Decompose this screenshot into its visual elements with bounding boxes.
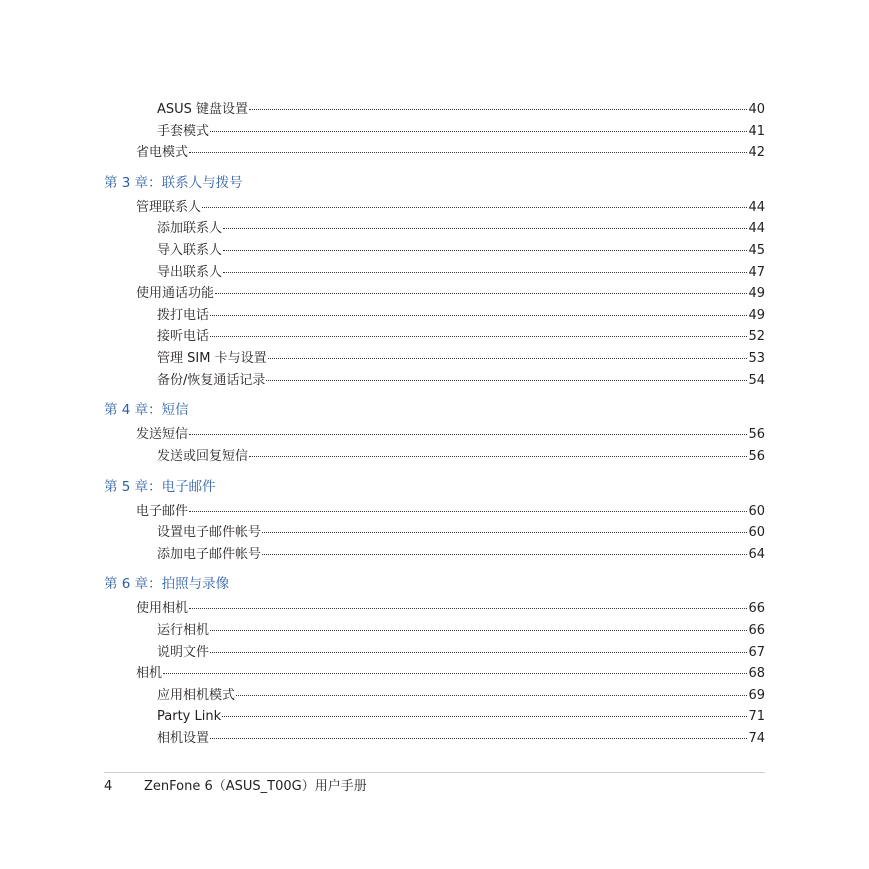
toc-subsection-entry[interactable] <box>104 348 765 370</box>
toc-entry-page: 44 <box>748 199 765 215</box>
dot-leader <box>249 456 747 457</box>
dot-leader <box>236 695 747 696</box>
toc-subsection-entry[interactable] <box>104 728 765 750</box>
dot-leader <box>210 738 747 739</box>
toc-section-entry[interactable] <box>104 501 765 523</box>
toc-entry-title: 说明文件 <box>157 644 210 660</box>
toc-entry-page: 67 <box>748 644 765 660</box>
toc-entry-page: 69 <box>748 687 765 703</box>
dot-leader <box>189 511 747 512</box>
toc-subsection-entry[interactable] <box>104 99 765 121</box>
dot-leader <box>189 434 747 435</box>
toc-entry-page: 47 <box>748 264 765 280</box>
toc-subsection-entry[interactable] <box>104 642 765 664</box>
toc-entry-page: 54 <box>748 372 765 388</box>
toc-subsection-entry[interactable] <box>104 706 765 728</box>
toc-entry-title: 发送短信 <box>136 427 189 443</box>
toc-entry-title: 导出联系人 <box>157 264 223 280</box>
toc-entry-page: 56 <box>748 448 765 464</box>
dot-leader <box>189 608 747 609</box>
toc-entry-page: 49 <box>748 307 765 323</box>
dot-leader <box>249 109 747 110</box>
toc-entry-page: 66 <box>748 623 765 639</box>
toc-entry-title: Party Link <box>157 709 222 725</box>
toc-entry-title: 添加联系人 <box>157 221 223 237</box>
toc-entry-title: 备份/恢复通话记录 <box>157 372 266 388</box>
toc-entry-title: 管理 SIM 卡与设置 <box>157 351 267 367</box>
toc-entry-title: 发送或回复短信 <box>157 448 249 464</box>
toc-section-entry[interactable] <box>104 598 765 620</box>
toc-entry-title: 使用通话功能 <box>136 286 215 302</box>
footer-page-number: 4 <box>104 779 113 794</box>
dot-leader <box>210 652 747 653</box>
toc-section-entry[interactable] <box>104 283 765 305</box>
dot-leader <box>210 315 747 316</box>
chapter-heading[interactable]: 第 4 章：短信 <box>104 402 189 419</box>
toc-entry-page: 60 <box>748 525 765 541</box>
toc-entry-title: 使用相机 <box>136 601 189 617</box>
toc-entry-page: 41 <box>748 123 765 139</box>
toc-subsection-entry[interactable] <box>104 685 765 707</box>
toc-entry-title: ASUS 键盘设置 <box>157 102 249 117</box>
dot-leader <box>223 250 747 251</box>
toc-entry-page: 66 <box>748 601 765 617</box>
toc-entry-title: 拨打电话 <box>157 307 210 323</box>
toc-section-entry[interactable] <box>104 663 765 685</box>
toc-subsection-entry[interactable] <box>104 326 765 348</box>
chapter-heading[interactable]: 第 3 章：联系人与拨号 <box>104 174 243 191</box>
toc-entry-page: 53 <box>748 351 765 367</box>
dot-leader <box>262 554 747 555</box>
toc-subsection-entry[interactable] <box>104 620 765 642</box>
toc-entry-title: 管理联系人 <box>136 199 202 215</box>
toc-entry-title: 导入联系人 <box>157 243 223 259</box>
toc-subsection-entry[interactable] <box>104 544 765 566</box>
toc-subsection-entry[interactable] <box>104 370 765 392</box>
toc-entry-title: 省电模式 <box>136 145 189 161</box>
page-footer <box>104 772 765 803</box>
toc-entry-page: 45 <box>748 243 765 259</box>
toc-entry-page: 56 <box>748 427 765 443</box>
toc-entry-title: 接听电话 <box>157 329 210 345</box>
toc-entry-title: 应用相机模式 <box>157 687 236 703</box>
toc-entry-page: 71 <box>748 709 765 725</box>
toc-section-entry[interactable] <box>104 424 765 446</box>
toc-subsection-entry[interactable] <box>104 218 765 240</box>
dot-leader <box>210 336 747 337</box>
dot-leader <box>262 532 747 533</box>
toc-subsection-entry[interactable] <box>104 446 765 468</box>
dot-leader <box>215 293 747 294</box>
toc-entry-title: 设置电子邮件帐号 <box>157 525 262 541</box>
toc-entry-page: 74 <box>748 731 765 747</box>
dot-leader <box>222 716 747 717</box>
dot-leader <box>163 673 747 674</box>
dot-leader <box>223 272 747 273</box>
dot-leader <box>268 358 748 359</box>
dot-leader <box>210 131 747 132</box>
toc-subsection-entry[interactable] <box>104 262 765 284</box>
dot-leader <box>210 630 747 631</box>
dot-leader <box>202 207 747 208</box>
toc-entry-title: 手套模式 <box>157 123 210 139</box>
dot-leader <box>266 380 747 381</box>
dot-leader <box>189 152 747 153</box>
dot-leader <box>223 228 747 229</box>
toc-entry-page: 44 <box>748 221 765 237</box>
toc-subsection-entry[interactable] <box>104 305 765 327</box>
toc-entry-page: 42 <box>748 145 765 161</box>
toc-subsection-entry[interactable] <box>104 121 765 143</box>
toc-entry-title: 运行相机 <box>157 623 210 639</box>
toc-entry-page: 64 <box>748 546 765 562</box>
toc-section-entry[interactable] <box>104 142 765 164</box>
toc-entry-title: 相机设置 <box>157 731 210 747</box>
toc-entry-page: 68 <box>748 666 765 682</box>
toc-section-entry[interactable] <box>104 197 765 219</box>
toc-entry-title: 添加电子邮件帐号 <box>157 546 262 562</box>
chapter-heading[interactable]: 第 5 章：电子邮件 <box>104 478 216 495</box>
chapter-heading[interactable]: 第 6 章：拍照与录像 <box>104 576 230 593</box>
toc-subsection-entry[interactable] <box>104 522 765 544</box>
toc-entry-page: 60 <box>748 503 765 519</box>
toc-entry-page: 52 <box>748 329 765 345</box>
toc-entry-title: 电子邮件 <box>136 503 189 519</box>
footer-manual-title: ZenFone 6（ASUS_T00G）用户手册 <box>144 779 367 794</box>
toc-entry-page: 49 <box>748 286 765 302</box>
toc-entry-title: 相机 <box>136 666 163 682</box>
table-of-contents <box>104 99 765 750</box>
toc-entry-page: 40 <box>748 102 765 117</box>
toc-subsection-entry[interactable] <box>104 240 765 262</box>
